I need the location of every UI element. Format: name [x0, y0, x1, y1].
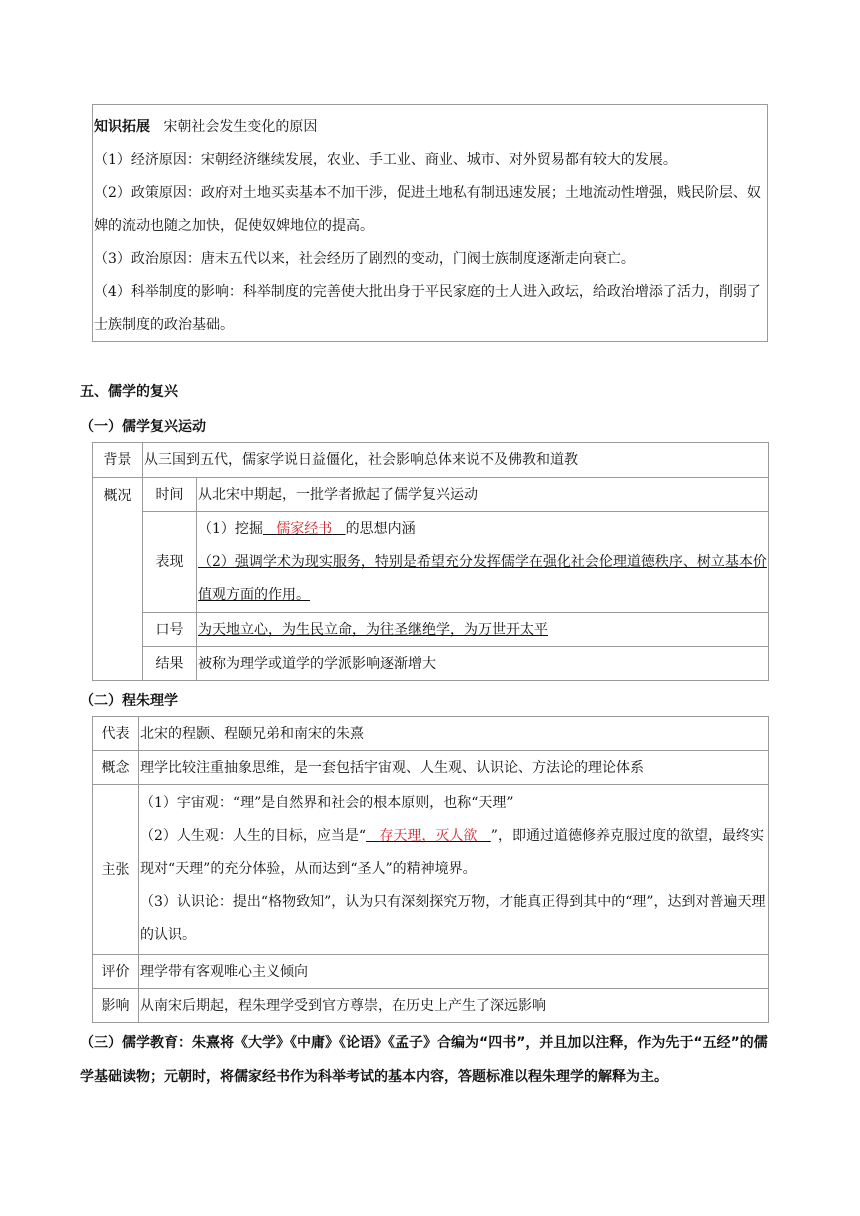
slogan-label: 口号: [143, 613, 197, 647]
confucian-revival-table: [92, 442, 769, 681]
table-row: [93, 989, 769, 1023]
extension-item-1: （1）经济原因：宋朝经济继续发展，农业、手工业、商业、城市、对外贸易都有较大的发展。: [94, 152, 677, 168]
table-row: [93, 955, 769, 989]
result-text: 被称为理学或道学的学派影响逐渐增大: [197, 647, 769, 681]
evaluation-text: 理学带有客观唯心主义倾向: [139, 955, 769, 989]
extension-item-2: （2）政策原因：政府对土地买卖基本不加干涉，促进土地私有制迅速发展；土地流动性增强，贱民阶层、奴婢的流动也随之加快，促使奴婢地位的提高。: [94, 185, 761, 234]
claim-cosmology: （1）宇宙观：“理”是自然界和社会的根本原则，也称“天理”: [140, 795, 514, 811]
claim-text: [139, 785, 769, 955]
knowledge-extension-box: [92, 104, 768, 342]
extension-item-3: （3）政治原因：唐末五代以来，社会经历了剧烈的变动，门阀士族制度逐渐走向衰亡。: [94, 251, 635, 267]
table-row: [93, 512, 769, 613]
representative-text: 北宋的程颢、程颐兄弟和南宋的朱熹: [139, 717, 769, 751]
claim-outlook: （2）人生观：人生的目标，应当是“ 存天理，灭人欲 ”，即通过道德修养克服过度的欲望，最终实现对“天理”的充分体验，从而达到“圣人”的精神境界。: [140, 828, 764, 877]
representative-label: 代表: [93, 717, 139, 751]
blank-answer-heavenly-principle: 存天理，灭人欲: [379, 828, 478, 844]
impact-text: 从南宋后期起，程朱理学受到官方尊崇，在历史上产生了深远影响: [139, 989, 769, 1023]
slogan-text: 为天地立心，为生民立命，为往圣继绝学，为万世开太平: [197, 613, 769, 647]
table-row: [93, 443, 769, 478]
claim-label: 主张: [93, 785, 139, 955]
claim-epistemology: （3）认识论：提出“格物致知”，认为只有深刻探究万物，才能真正得到其中的“理”，达到对普遍天理的认识。: [140, 894, 766, 943]
concept-text: 理学比较注重抽象思维，是一套包括宇宙观、人生观、认识论、方法论的理论体系: [139, 751, 769, 785]
performance-label: 表现: [143, 512, 197, 613]
time-label: 时间: [143, 478, 197, 512]
performance-item-2: （2）强调学术为现实服务，特别是希望充分发挥儒学在强化社会伦理道德秩序、树立基本价值观方面的作用。: [198, 553, 767, 603]
table-row: [93, 717, 769, 751]
blank-answer-confucian-classics: 儒家经书: [276, 520, 333, 537]
table-row: [93, 613, 769, 647]
cheng-zhu-table: [92, 716, 769, 1023]
performance-item-1: （1）挖掘 儒家经书 的思想内涵: [198, 520, 416, 537]
time-text: 从北宋中期起，一批学者掀起了儒学复兴运动: [197, 478, 769, 512]
extension-tag: 知识拓展: [94, 119, 150, 135]
concept-label: 概念: [93, 751, 139, 785]
evaluation-label: 评价: [93, 955, 139, 989]
overview-label: 概况: [93, 478, 143, 681]
performance-text: [197, 512, 769, 613]
extension-item-4: （4）科举制度的影响：科举制度的完善使大批出身于平民家庭的士人进入政坛，给政治增添了活力，削弱了士族制度的政治基础。: [94, 284, 761, 333]
table-row: [93, 785, 769, 955]
background-label: 背景: [93, 443, 143, 478]
sub1-title: （一）儒学复兴运动: [80, 419, 206, 435]
table-row: [93, 647, 769, 681]
section-title: 五、儒学的复兴: [80, 384, 178, 400]
impact-label: 影响: [93, 989, 139, 1023]
sub2-title: （二）程朱理学: [80, 693, 178, 709]
table-row: [93, 478, 769, 512]
table-row: [93, 751, 769, 785]
background-text: 从三国到五代，儒家学说日益僵化，社会影响总体来说不及佛教和道教: [143, 443, 769, 478]
confucian-education-note: （三）儒学教育：朱熹将《大学》《中庸》《论语》《孟子》合编为“四书”，并且加以注释，作为先于“五经”的儒学基础读物；元朝时，将儒家经书作为科举考试的基本内容，答题标准以程朱理学的解释为主。: [80, 1035, 768, 1085]
result-label: 结果: [143, 647, 197, 681]
extension-heading: [93, 111, 767, 144]
extension-title: 宋朝社会发生变化的原因: [163, 119, 318, 135]
